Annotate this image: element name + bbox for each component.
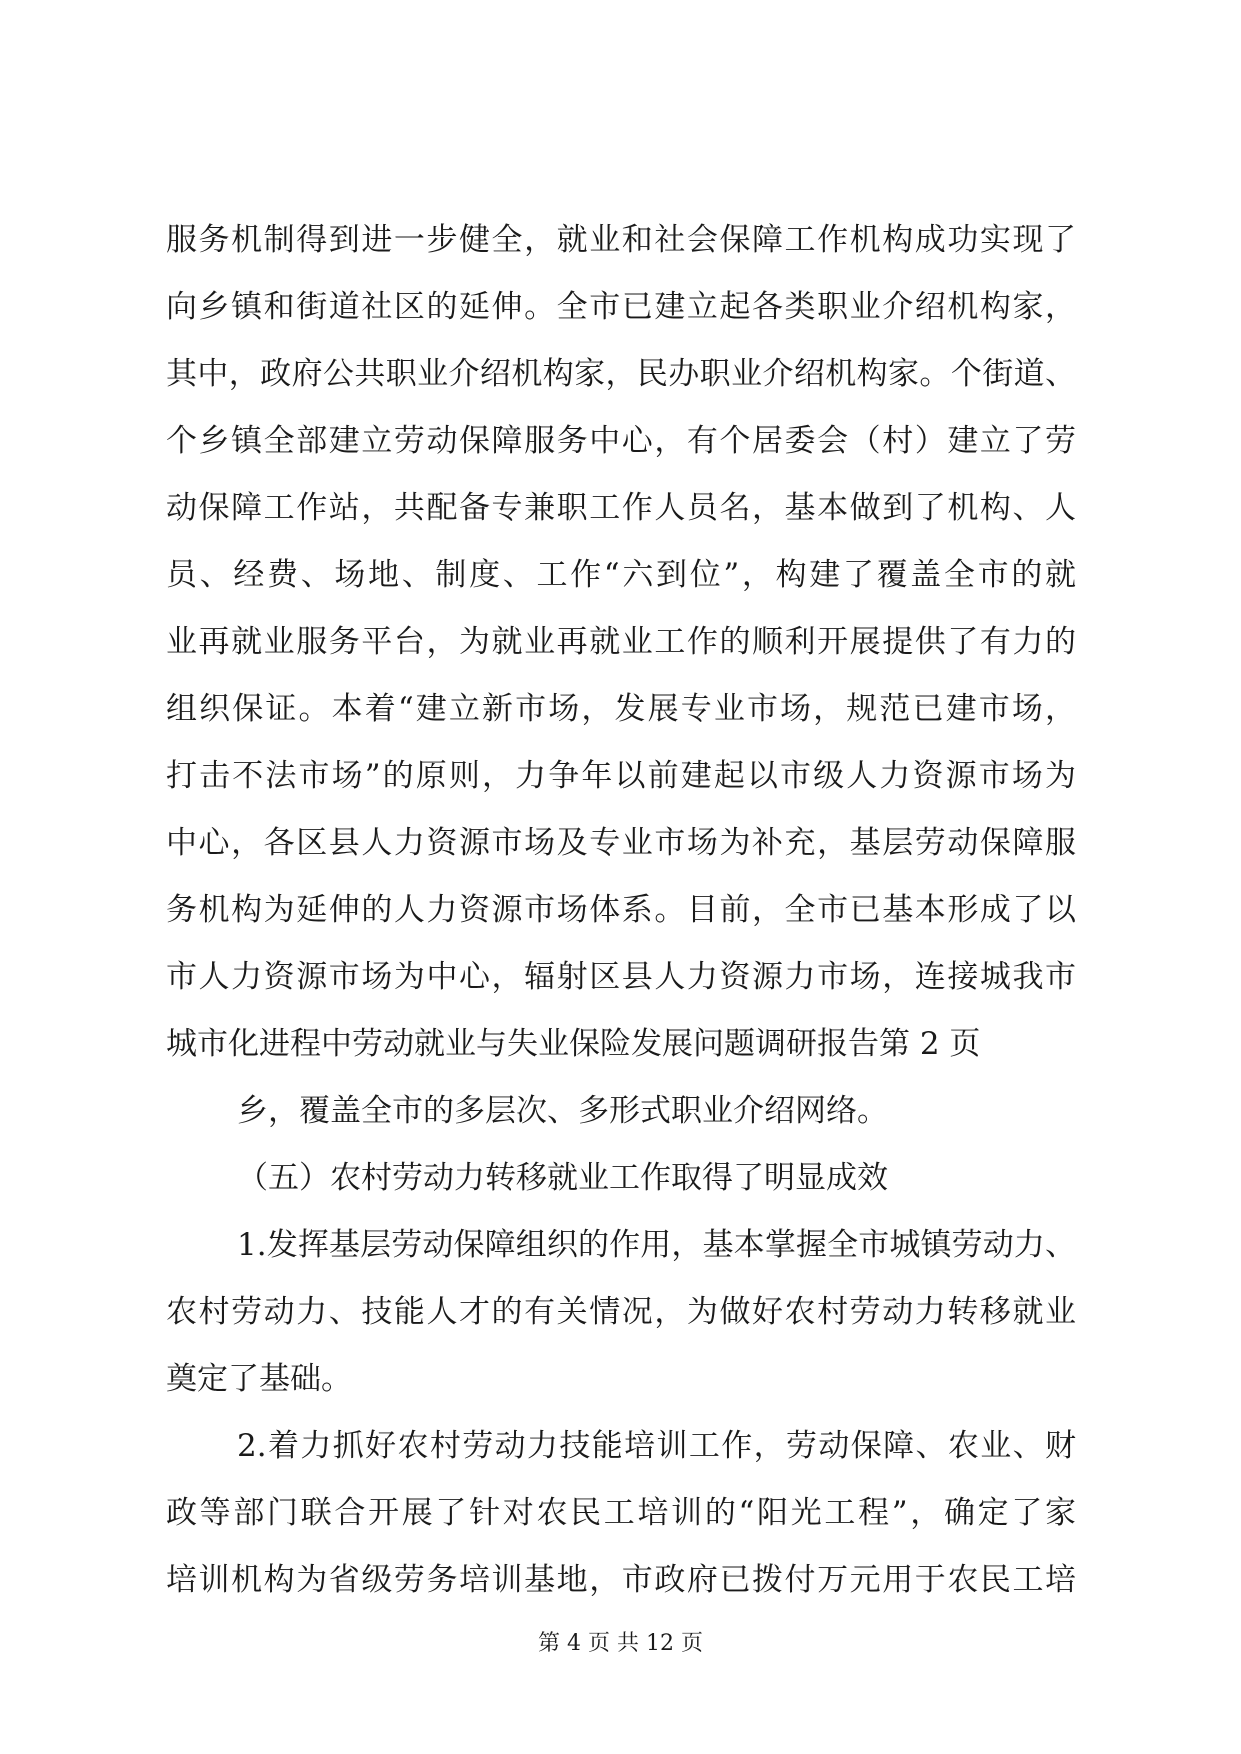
body-text-line: 其中，政府公共职业介绍机构家，民办职业介绍机构家。个街道、 xyxy=(166,356,1076,392)
body-text-line: 农村劳动力、技能人才的有关情况，为做好农村劳动力转移就业 xyxy=(166,1294,1076,1330)
body-text-line: 员、经费、场地、制度、工作“六到位”，构建了覆盖全市的就 xyxy=(166,557,1076,593)
body-text-line: 动保障工作站，共配备专兼职工作人员名，基本做到了机构、人 xyxy=(166,490,1076,526)
body-text-line: 乡，覆盖全市的多层次、多形式职业介绍网络。 xyxy=(237,1093,888,1129)
body-text-line: 服务机制得到进一步健全，就业和社会保障工作机构成功实现了 xyxy=(166,222,1076,258)
page-footer: 第 4 页 共 12 页 xyxy=(538,1631,703,1656)
section-heading: （五）农村劳动力转移就业工作取得了明显成效 xyxy=(237,1160,888,1196)
body-text-line: 政等部门联合开展了针对农民工培训的“阳光工程”，确定了家 xyxy=(166,1495,1076,1531)
body-text-line: 打击不法市场”的原则，力争年以前建起以市级人力资源市场为 xyxy=(166,758,1076,794)
body-text-line: 向乡镇和街道社区的延伸。全市已建立起各类职业介绍机构家， xyxy=(166,289,1076,325)
body-text-line: 培训机构为省级劳务培训基地，市政府已拨付万元用于农民工培 xyxy=(166,1562,1076,1598)
body-text-line: 务机构为延伸的人力资源市场体系。目前，全市已基本形成了以 xyxy=(166,892,1076,928)
body-text-line: 奠定了基础。 xyxy=(166,1361,352,1397)
body-text-line: 个乡镇全部建立劳动保障服务中心，有个居委会（村）建立了劳 xyxy=(166,423,1076,459)
body-text-line: 中心，各区县人力资源市场及专业市场为补充，基层劳动保障服 xyxy=(166,825,1076,861)
body-text-line: 市人力资源市场为中心，辐射区县人力资源力市场，连接城我市 xyxy=(166,959,1076,995)
body-text-line: 组织保证。本着“建立新市场，发展专业市场，规范已建市场， xyxy=(166,691,1076,727)
list-item-line: 1.发挥基层劳动保障组织的作用，基本掌握全市城镇劳动力、 xyxy=(237,1227,1076,1263)
list-item-line: 2.着力抓好农村劳动力技能培训工作，劳动保障、农业、财 xyxy=(237,1428,1076,1464)
body-text-line: 业再就业服务平台，为就业再就业工作的顺利开展提供了有力的 xyxy=(166,624,1076,660)
inline-page-title-line: 城市化进程中劳动就业与失业保险发展问题调研报告第 2 页 xyxy=(166,1026,981,1062)
